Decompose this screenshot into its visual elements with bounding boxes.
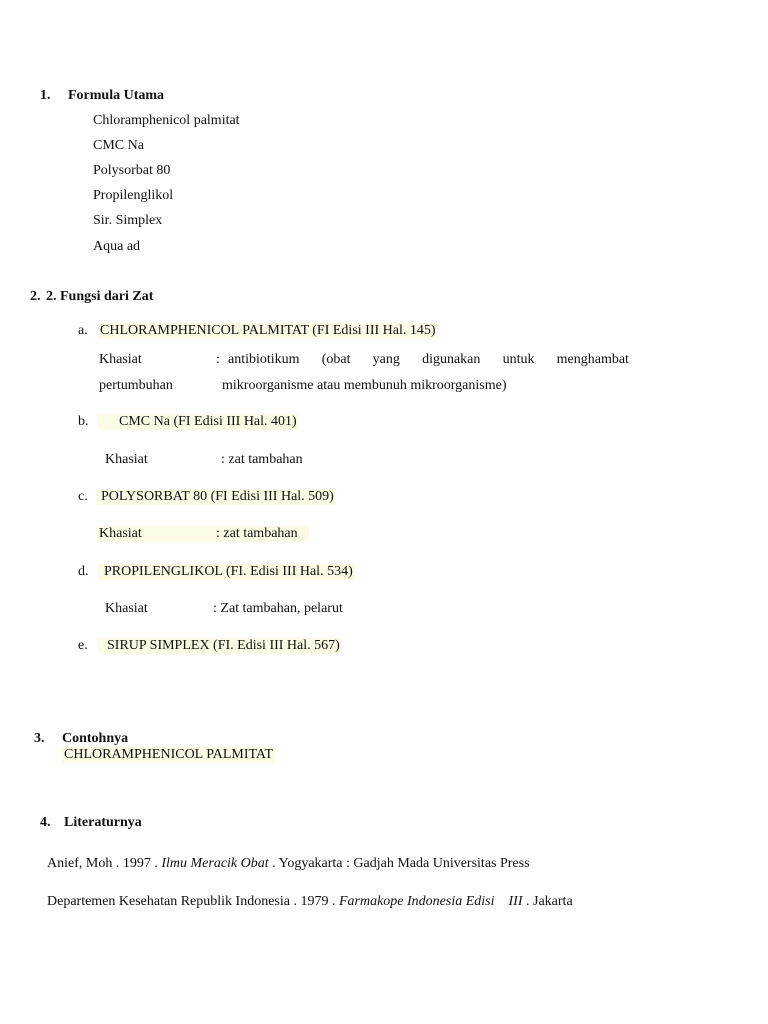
- item-b-heading: CMC Na (FI Edisi III Hal. 401): [98, 414, 299, 430]
- section-3-number: 3.: [34, 731, 45, 746]
- khasiat-word: yang: [372, 352, 400, 367]
- khasiat-word: (obat: [321, 352, 351, 367]
- item-c-khasiat-value: : zat tambahan: [216, 526, 298, 541]
- item-d-khasiat-label: Khasiat: [105, 601, 148, 616]
- item-a-khasiat-line1: [228, 352, 629, 368]
- formula-item: Chloramphenicol palmitat: [93, 113, 240, 128]
- item-b-letter: b.: [78, 414, 89, 429]
- item-a-letter: a.: [78, 323, 88, 338]
- section-1-title: Formula Utama: [68, 88, 165, 103]
- reference-2-title-edition: III: [508, 894, 523, 909]
- section-3-title: Contohnya: [62, 731, 129, 746]
- reference-1: [47, 856, 530, 872]
- formula-item: Polysorbat 80: [93, 163, 171, 178]
- formula-item: Aqua ad: [93, 239, 141, 254]
- item-b-khasiat-value: : zat tambahan: [221, 452, 303, 467]
- section-2-number: 2.: [30, 289, 41, 304]
- khasiat-word: digunakan: [422, 352, 481, 367]
- item-c-heading: POLYSORBAT 80 (FI Edisi III Hal. 509): [97, 489, 336, 505]
- section-4-title: Literaturnya: [64, 815, 142, 830]
- item-a-khasiat-label: Khasiat: [99, 352, 142, 367]
- item-d-letter: d.: [78, 564, 89, 579]
- formula-item: Propilenglikol: [93, 188, 174, 203]
- reference-2-title: Farmakope Indonesia Edisi: [338, 894, 495, 909]
- section-1-number: 1.: [40, 88, 51, 103]
- reference-2-pre: Departemen Kesehatan Republik Indonesia . 1979 .: [47, 894, 339, 909]
- formula-item: Sir. Simplex: [93, 213, 163, 228]
- item-e-letter: e.: [78, 638, 88, 653]
- reference-1-post: . Yogyakarta : Gadjah Mada Universitas Press: [268, 856, 530, 871]
- item-c-khasiat-row: [97, 526, 309, 542]
- reference-2: [47, 894, 573, 910]
- item-d-heading: PROPILENGLIKOL (FI. Edisi III Hal. 534): [98, 564, 355, 580]
- reference-1-pre: Anief, Moh . 1997 .: [47, 856, 162, 871]
- section-4-number: 4.: [40, 815, 51, 830]
- item-c-khasiat-label: Khasiat: [99, 526, 142, 541]
- formula-item: CMC Na: [93, 138, 144, 153]
- item-e-heading: SIRUP SIMPLEX (FI. Edisi III Hal. 567): [98, 638, 342, 654]
- khasiat-word: untuk: [502, 352, 535, 367]
- reference-2-post: . Jakarta: [522, 894, 573, 909]
- section-3-text: CHLORAMPHENICOL PALMITAT: [64, 747, 274, 762]
- item-b-khasiat-label: Khasiat: [105, 452, 148, 467]
- section-2-title: 2. Fungsi dari Zat: [46, 289, 154, 304]
- item-a-khasiat-line2b: mikroorganisme atau membunuh mikroorganisme): [222, 378, 507, 393]
- item-a-colon: :: [216, 352, 220, 367]
- khasiat-word: menghambat: [556, 352, 629, 367]
- reference-1-title: Ilmu Meracik Obat: [161, 856, 269, 871]
- item-a-heading: CHLORAMPHENICOL PALMITAT (FI Edisi III Hal. 145): [100, 323, 436, 338]
- khasiat-word: antibiotikum: [228, 352, 300, 367]
- item-c-letter: c.: [78, 489, 88, 504]
- item-a-khasiat-line2a: pertumbuhan: [99, 378, 173, 393]
- item-d-khasiat-value: : Zat tambahan, pelarut: [213, 601, 343, 616]
